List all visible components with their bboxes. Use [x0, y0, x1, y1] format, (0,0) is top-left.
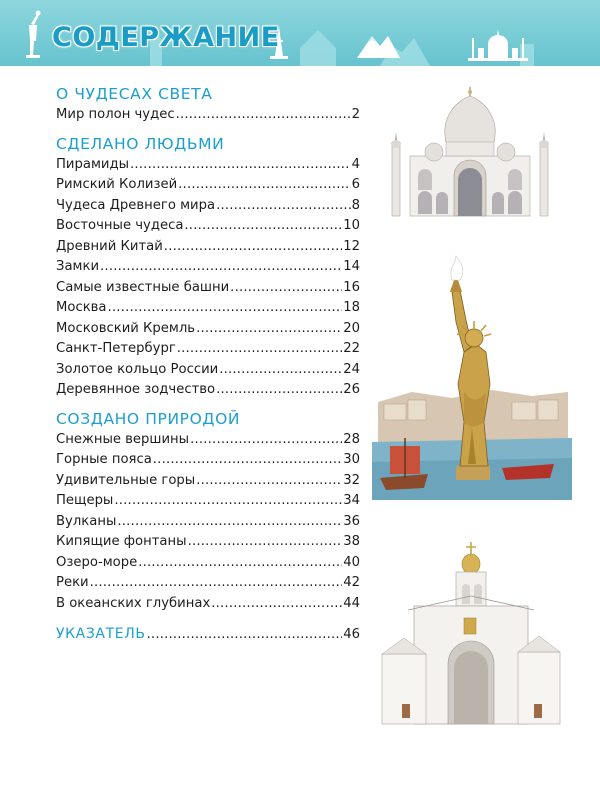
leader-dots [178, 175, 350, 196]
toc-entry[interactable] [56, 298, 360, 319]
toc-entry-label: Горные пояса [56, 452, 152, 467]
leader-dots [114, 491, 342, 512]
leader-dots [117, 512, 342, 533]
toc-entry-label: В океанских глубинах [56, 595, 211, 611]
toc-entry-page: 42 [343, 575, 360, 590]
toc-entry-label: Золотое кольцо России [56, 361, 219, 377]
toc-entry-page: 24 [343, 361, 360, 377]
toc-entry-label: Санкт-Петербург [56, 341, 176, 356]
toc-entry[interactable] [56, 553, 360, 574]
toc-entry[interactable] [56, 319, 360, 340]
toc-entry-label: Удивительные горы [56, 472, 196, 488]
toc-entry[interactable] [56, 491, 360, 512]
toc-entry-label: Самые известные башни [56, 279, 230, 295]
toc-entry-label: Пещеры [56, 493, 114, 508]
section-title: СДЕЛАНО ЛЮДЬМИ [56, 134, 225, 153]
leader-dots [130, 155, 351, 176]
toc-entry-page: 46 [343, 627, 360, 642]
toc-entry[interactable] [56, 196, 360, 217]
toc-entry[interactable] [56, 237, 360, 258]
leader-dots [216, 380, 342, 401]
toc-entry-label: Римский Колизей [56, 177, 178, 192]
leader-dots [138, 553, 342, 574]
table-of-contents [56, 82, 360, 645]
toc-entry-page: 6 [351, 177, 360, 192]
toc-entry-page: 22 [343, 341, 360, 356]
leader-dots [177, 339, 342, 360]
toc-entry[interactable] [56, 573, 360, 594]
toc-entry-label: Москва [56, 300, 107, 315]
toc-entry[interactable] [56, 278, 360, 299]
leader-dots [219, 360, 342, 381]
toc-entry-label: Реки [56, 575, 89, 590]
toc-entry[interactable] [56, 532, 360, 553]
leader-dots [211, 594, 342, 615]
toc-entry[interactable] [56, 175, 360, 196]
toc-entry-page: 10 [343, 218, 360, 233]
leader-dots [196, 319, 342, 340]
toc-entry-label: Снежные вершины [56, 431, 190, 447]
toc-entry-label: Озеро-море [56, 554, 138, 570]
golden-gate-vladimir-illustration [378, 540, 564, 726]
toc-entry-label: Древний Китай [56, 238, 163, 254]
section-title: СОЗДАНО ПРИРОДОЙ [56, 409, 241, 428]
leader-dots [190, 430, 342, 451]
toc-entry-page: 8 [351, 197, 360, 213]
mountain-icon [357, 36, 400, 58]
toc-entry[interactable] [56, 430, 360, 451]
leader-dots [216, 196, 351, 217]
toc-entry-label: Кипящие фонтаны [56, 534, 187, 549]
toc-entry-page: 34 [343, 493, 360, 508]
toc-entry-page: 16 [343, 279, 360, 295]
leader-dots [100, 257, 342, 278]
toc-entry-label: Мир полон чудес [56, 107, 175, 122]
section-title: О ЧУДЕСАХ СВЕТА [56, 85, 213, 103]
toc-entry[interactable] [56, 257, 360, 278]
toc-entry-page: 14 [343, 259, 360, 274]
toc-entry[interactable] [56, 216, 360, 237]
leader-dots [230, 278, 342, 299]
toc-entry[interactable] [56, 360, 360, 381]
toc-entry-label: Московский Кремль [56, 320, 196, 336]
toc-entry-label: Замки [56, 259, 100, 274]
toc-entry-page: 44 [343, 595, 360, 611]
toc-entry-label: УКАЗАТЕЛЬ [56, 626, 146, 642]
toc-entry[interactable] [56, 512, 360, 533]
leader-dots [196, 471, 342, 492]
toc-entry-label: Чудеса Древнего мира [56, 197, 216, 213]
palace-icon [468, 29, 528, 61]
toc-entry-label: Вулканы [56, 513, 117, 529]
leader-dots [164, 237, 342, 258]
toc-entry[interactable] [56, 450, 360, 471]
toc-entry[interactable] [56, 105, 360, 126]
toc-entry[interactable] [56, 471, 360, 492]
toc-entry-label: Восточные чудеса [56, 218, 184, 233]
toc-entry-page: 28 [343, 431, 360, 447]
toc-entry-page: 18 [343, 300, 360, 315]
toc-entry-page: 20 [343, 320, 360, 336]
toc-entry-page: 36 [343, 513, 360, 529]
leader-dots [147, 625, 343, 646]
toc-entry-page: 26 [343, 382, 360, 397]
toc-entry-page: 38 [343, 534, 360, 549]
leader-dots [176, 105, 351, 126]
leader-dots [108, 298, 343, 319]
toc-entry-page: 32 [343, 472, 360, 488]
toc-entry[interactable] [56, 339, 360, 360]
toc-entry-page: 2 [351, 107, 360, 122]
toc-entry-page: 4 [351, 156, 360, 172]
toc-entry[interactable] [56, 594, 360, 615]
leader-dots [184, 216, 342, 237]
header-band [0, 0, 600, 66]
leader-dots [188, 532, 343, 553]
toc-entry-page: 30 [343, 452, 360, 467]
toc-entry[interactable] [56, 155, 360, 176]
leader-dots [90, 573, 343, 594]
colossus-icon [26, 11, 41, 59]
toc-entry-label: Пирамиды [56, 156, 129, 172]
toc-index-entry[interactable] [56, 624, 360, 645]
toc-entry[interactable] [56, 380, 360, 401]
toc-entry-label: Деревянное зодчество [56, 382, 216, 397]
colossus-of-rhodes-illustration [372, 252, 572, 500]
leader-dots [153, 450, 342, 471]
taj-mahal-illustration [388, 86, 552, 218]
toc-entry-page: 40 [343, 554, 360, 570]
page-title: СОДЕРЖАНИЕ [52, 22, 280, 53]
toc-entry-page: 12 [343, 238, 360, 254]
